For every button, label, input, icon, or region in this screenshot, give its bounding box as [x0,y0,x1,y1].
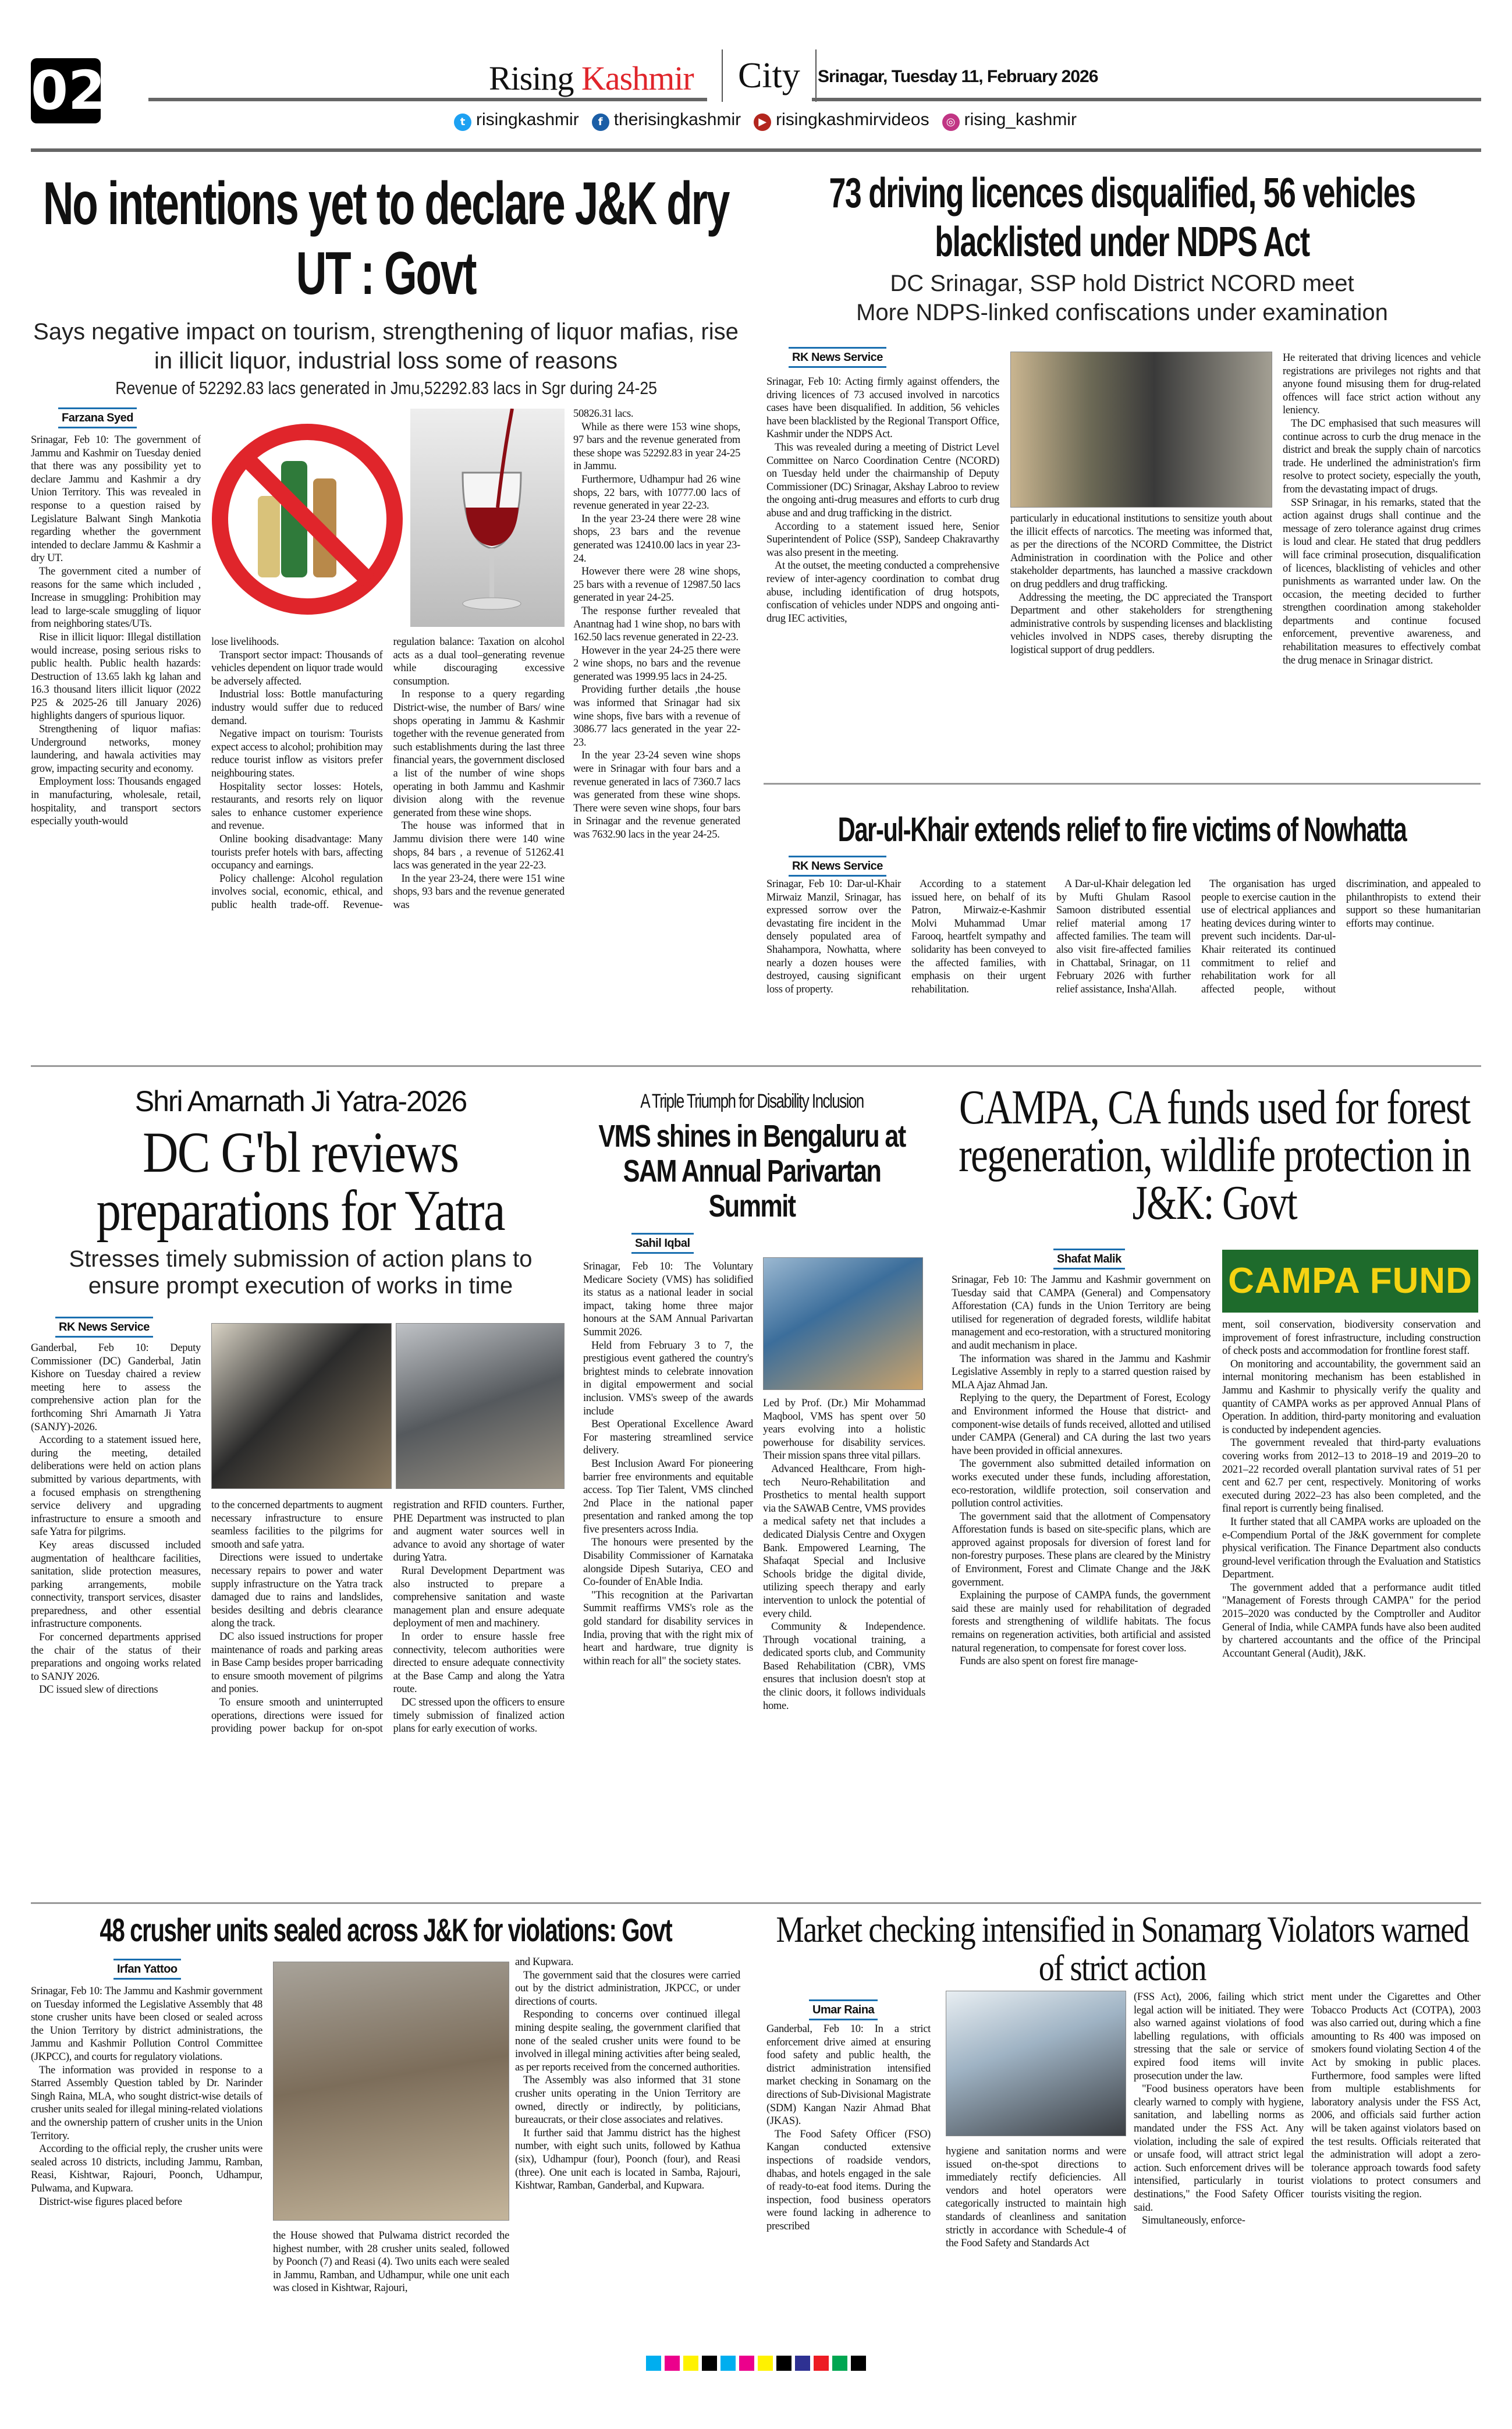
social-youtube[interactable] [754,108,929,132]
twitter-icon: t [454,114,471,131]
byline: RK News Service [789,856,886,877]
paragraph: The government said that the allotment of Compensatory Afforestation funds is based on site-specific plans, which are approved against proposals for diversion of forest land for non-forestry purposes. These plans are cleared by the Ministry of Environment, Forest and Climate Change and the J&K government. [952,1510,1211,1588]
paragraph: However there were 28 wine shops, 25 bars with a revenue of 12987.50 lacs generated in year 24-25. [573,566,740,604]
paragraph: Strengthening of liquor mafias: Underground networks, money laundering, and hawala activities may grow, impacting security and economy. [31,724,201,775]
social-handle: rising_kashmir [964,110,1077,129]
paragraph: Srinagar, Feb 10: Acting firmly against offenders, the driving licences of 73 accused involved in narcotics cases have been disqualified. In addition, 56 vehicles have been blacklisted by the Regional Transport Office, Kashmir under the NDPS Act. [766,376,999,441]
paragraph: This was revealed during a meeting of District Level Committee on Narco Coordination Centre (NCORD) on Tuesday held under the chairmanship of Deputy Commissioner (DC) Srinagar, Akshay Labroo to review the ongoing anti-drug measures and efforts to curb drug abuse and and drug trafficking in the district. [766,441,999,519]
youtube-icon: ▶ [754,114,771,131]
paragraph: Srinagar, Feb 10: The government of Jammu and Kashmir on Tuesday denied that there was any possibility yet to declare Jammu and Kashmir a dry Union Territory. This was revealed in response to a question raised by Legislature Balwant Singh Mankotia regarding whether the government intended to declare Jammu & Kashmir a dry UT. [31,434,201,565]
headline-campa [949,1080,1481,1230]
paragraph: A Dar-ul-Khair delegation led by Mufti Ghulam Rasool Samoon distributed essential relief material among 17 affected families. The team will also visit fire-affected families in Chattabal, Srinagar, on 11 February 2026 with further relief assistance, Insha'Allah. [1056,878,1191,995]
paragraph: According to the official reply, the crusher units were sealed across 10 districts, including Jammu, Ramban, Reasi, Kishtwar, Rajouri, Poonch, Udhampur, Pulwama, and Kupwara. [31,2143,262,2194]
print-color-bar [0,2354,1512,2372]
paragraph: The government cited a number of reasons for the same which included , Increase in smuggling: Prohibition may lead to large-scale smuggling of liquor from neighboring states/UTs. [31,565,201,630]
section-name: City [722,49,817,102]
paragraph: The Assembly was also informed that 31 stone crusher units operating in the Union Territory are owned, directly or indirectly, by politicians, bureaucrats, or their close associates and relatives. [515,2075,740,2126]
paragraph: The Food Safety Officer (FSO) Kangan conducted extensive inspections of roadside vendors, dhabas, and hotels engaged in the sale of ready-to-eat food items. During the inspection, food business operators were found lacking in adherence to prescribed [766,2128,931,2232]
article-body [946,2145,1126,2337]
byline: Umar Raina [809,1999,878,2020]
paragraph: Ganderbal, Feb 10: In a strict enforcement drive aimed at ensuring food safety and public health, the district administration intensified market checking in Sonamarg on the directions of Sub-Divisional Magistrate (SDM) Kangan Nazir Ahmad Bhat (JKAS). [766,2023,931,2127]
paragraph: to the concerned departments to augment necessary infrastructure to ensure seamless facilities to the pilgrims for smooth and safe yatra. [211,1499,383,1551]
paragraph: Employment loss: Thousands engaged in manufacturing, wholesale, retail, hospitality, and transport sectors especially youth-would [31,776,201,828]
headline-text: Dar-ul-Khair extends relief to fire victims of Nowhatta [837,811,1407,849]
byline: Farzana Syed [58,407,137,428]
paragraph: While as there were 153 wine shops, 97 bars and the revenue generated from these shope was 52292.83 in year 24-25 in Jammu. [573,421,740,473]
byline: RK News Service [55,1317,153,1338]
facebook-icon: f [592,114,609,131]
paragraph: In order to ensure hassle free connectivity, telecom authorities were directed to ensure adequate connectivity at the Base Camp and along the Yatra route. [393,1630,565,1696]
paragraph: Industrial loss: Bottle manufacturing industry would suffer due to reduced demand. [211,689,383,727]
subline-text: Revenue of 52292.83 lacs generated in Jmu,52292.83 lacs in Sgr during 24-25 [115,378,657,398]
article-body [31,1342,201,1898]
award-ceremony-photo [763,1257,923,1390]
paragraph: The information was shared in the Jammu and Kashmir Legislative Assembly in reply to a starred question raised by MLA Ajaz Ahmad Jan. [952,1353,1211,1391]
social-handle: risingkashmirvideos [776,110,929,129]
paragraph: It further stated that all CAMPA works are uploaded on the e-Compendium Portal of the J&K government for complete physical verification. The Finance Department also conducts ground-level verification through the Evaluation and Statistics Department. [1222,1516,1481,1581]
paragraph: The government added that a performance audit titled "Management of Forests through CAMPA" for the period 2015–2020 was conducted by the Comptroller and Auditor General of India, while CAMPA funds have also been audited by chartered accountants and the office of the Principal Accountant General (Audit), J&K. [1222,1581,1481,1659]
paragraph: the House showed that Pulwama district recorded the highest number, with 28 crusher units sealed, followed by Poonch (7) and Reasi (4). Two units each were sealed in Jammu, Ramban, and Udhampur, while one unit each was closed in Kishtwar, Rajouri, [273,2230,509,2295]
paragraph: Online booking disadvantage: Many tourists prefer hotels with bars, affecting occupancy and earnings. [211,833,383,872]
divider [764,783,1481,785]
paragraph: Providing further details ,the house was informed that Srinagar had six wine shops, five bars with a revenue of 3086.77 lacs generated in the year 22-23. [573,684,740,749]
byline: Sahil Iqbal [631,1233,694,1254]
paragraph: DC issued slew of directions [39,1684,158,1696]
paragraph: The government also submitted detailed information on works executed under these funds, including afforestation, eco-restoration, wildlife protection, soil conservation and pollution control activities. [952,1458,1211,1510]
paragraph: Transport sector impact: Thousands of vehicles dependent on liquor trade would be adversely affected. [211,649,383,687]
paragraph: ment, soil conservation, biodiversity conservation and improvement of forest infrastructure, including construction of check posts and accommodation for frontline forest staff. [1222,1319,1481,1357]
article-body [583,1260,753,1898]
headline-text: 48 crusher units sealed across J&K for violations: Govt [100,1912,672,1948]
kicker-vms [578,1088,925,1114]
article-body [31,1985,262,2337]
paragraph: and Kupwara. [515,1956,574,1968]
article-body [1134,1991,1304,2337]
paragraph: It further said that Jammu district has the highest number, with eight such units, followed by Kathua (six), Udhampur (four), Poonch (four), and Reasi (three). One unit each is located in Samba, Rajouri, Kishtwar, Ramban, Ganderbal, and Kupwara. [515,2127,740,2192]
masthead-rising: Rising [489,59,574,97]
article-body [31,434,201,1033]
paragraph: (FSS Act), 2006, failing which strict legal action will be initiated. They were also warned against violations of food labelling regulations, with officials stressing that the sale or service of expired food items will invite prosecution under the law. [1134,1991,1304,2082]
headline-yatra [31,1120,570,1243]
paragraph: To ensure smooth and uninterrupted operations, directions were issued for providing power backup for on-spot registration and RFID counters. Further, PHE Department was instructed to plan and augment water sources well in advance to avoid any shortage of water during Yatra. [211,1499,565,1735]
paragraph: Responding to concerns over continued illegal mining despite sealing, the government clarified that none of the sealed crusher units were found to be involved in illegal mining activities after being sealed, as per reports received from the concerned authorities. [515,2009,740,2073]
paragraph: The honours were presented by the Disability Commissioner of Karnataka alongside Dipesh Sutariya, CEO and Co-founder of EnAble India. [583,1537,753,1588]
paragraph: Rural Development Department was also instructed to prepare a comprehensive sanitation and waste management plan and ensure adequate deployment of men and machinery. [393,1565,565,1630]
subhead-ndps-1: DC Srinagar, SSP hold District NCORD meet [890,271,1354,296]
paragraph: On monitoring and accountability, the government said an internal monitoring mechanism has been established in Jammu and Kashmir to physically verify the quality and quantity of CAMPA works as per approved Annual Plans of Operation. In addition, third-party monitoring and evaluation is conducted by independent agencies. [1222,1358,1481,1436]
paragraph: DC also issued instructions for proper maintenance of roads and parking areas in Base Camp besides proper barricading to ensure smooth movement of pilgrims and ponies. [211,1630,383,1696]
paragraph: According to a statement issued here, Senior Superintendent of Police (SSP), Sandeep Chakravarthy was also present in the meeting. [766,520,999,559]
paragraph: Srinagar, Feb 10: The Jammu and Kashmir government on Tuesday said that CAMPA (General) and Compensatory Afforestation (CA) funds in the Union Territory are being utilised for regeneration of degraded forests, wildlife habitat management and eco-restoration, with a structured monitoring and audit mechanism in place. [952,1274,1211,1352]
social-twitter[interactable] [454,108,579,132]
paragraph: DC stressed upon the officers to ensure timely submission of finalized action plans for early execution of works. [393,1696,565,1735]
paragraph: ment under the Cigarettes and Other Tobacco Products Act (COTPA), 2003 was also carried out, during which a fine amounting to Rs 400 was imposed on smokers found violating Section 4 of the Act by smoking in public places. Furthermore, food samples were lifted from multiple establishments for laboratory analysis under the FSS Act, 2006, and officials said further action will be taken against violators based on the test results. Officials reiterated that the administration will adopt a zero-tolerance approach towards food safety violations to protect consumers and tourists visiting the region. [1311,1991,1481,2200]
paragraph: The DC emphasised that such measures will continue across to curb the drug menace in the district and break the supply chain of narcotics trade. He underlined the administration's firm resolve to protect society, especially the youth, from the devastating impact of drugs. [1283,417,1481,495]
paragraph: Addressing the meeting, the DC appreciated the Transport Department and other stakeholders for strengthening administrative controls by suspending licenses and blacklisting vehicles involved in NDPS cases, thereby disrupting the logistical support of drug peddlers. [1010,591,1272,656]
page-number: 02 [31,58,101,123]
paragraph: According to a statement issued here, on behalf of its Patron, Mirwaiz-e-Kashmir Molvi Muhammad Umar Farooq, heartfelt sympathy and solidarity has been conveyed to the affected families, with emphasis on their urgent rehabilitation. [911,878,1046,995]
byline: RK News Service [789,347,886,368]
meeting-hall-photo [396,1323,565,1489]
paragraph: Best Operational Excellence Award For mastering streamlined service delivery. [583,1419,753,1457]
article-body [1311,1991,1481,2337]
wine-glass-image [410,409,565,627]
paragraph: The information was provided in response to a Starred Assembly Question tabled by Dr. Narinder Singh Raina, MLA, who sought district-wise details of crusher units sealed for illegal mining-related violations and the ownership pattern of crusher units in the Union Territory. [31,2064,262,2142]
divider [31,1065,1481,1067]
campa-fund-image: CAMPA FUND [1222,1250,1478,1313]
paragraph: Held from February 3 to 7, the prestigious event gathered the country's brightest minds to celebrate innovation in digital empowerment and social inclusion. VMS's sweep of the awards include [583,1339,753,1417]
paragraph: Advanced Healthcare, From high-tech Neuro-Rehabilitation and Prosthetics to mental health support via the SAWAB Centre, VMS provides a medical safety net that includes a dedicated Dialysis Centre and Oxygen Bank. Empowered Learning, The Shafaqat Special and Inclusive Schools bridge the digital divide, utilizing speech therapy and early intervention to unlock the potential of every child. [763,1463,925,1620]
paragraph: In the year 23-24 seven wine shops were in Srinagar with four bars and a revenue generated in lacs of 7360.7 lacs was generated from these wine shops. There were seven wine shops, four bars in Srinagar and the revenue generated was 7632.90 lacs in the year 24-25. [573,750,740,841]
paragraph: Srinagar, Feb 10: Dar-ul-Khair Mirwaiz Manzil, Srinagar, has expressed sorrow over the devastating fire incident in the densely populated area of Shahampora, Nowhatta, where nearly a dozen houses were destroyed, causing significant loss of property. [766,878,901,995]
paragraph: Hospitality sector losses: Hotels, restaurants, and resorts rely on liquor sales to enhance customer experience and revenue. [211,781,383,832]
social-handle: therisingkashmir [613,110,741,129]
headline-dry-ut [31,169,741,308]
paragraph: The house was informed that in Jammu division there were 140 wine shops, 84 bars , a revenue of 51262.41 lacs was generated in the year 22-23. [393,820,565,872]
masthead-kashmir: Kashmir [581,59,694,97]
masthead-logo [489,55,694,102]
paragraph: lose livelihoods. [211,636,279,648]
headline-darulkhair [764,810,1481,850]
article-body [1283,352,1481,757]
article-body [763,1397,925,1898]
market-checking-photo [946,1991,1126,2136]
subline-dry-ut [31,377,741,399]
paragraph: Explaining the purpose of CAMPA funds, the government said these are mainly used for rehabilitation of degraded forests and strengthening of wildlife habitats. The focus remains on regeneration activities, both artificial and assisted natural regeneration, to compensate for forest cover loss. [952,1590,1211,1654]
paragraph: However in the year 24-25 there were 2 wine shops, no bars and the revenue generated was 1999.95 lacs in 24-25. [573,644,740,683]
article-body [1222,1318,1481,1898]
paragraph: In response to a query regarding District-wise, the number of Bars/ wine shops operating in Jammu & Kashmir together with the revenue generated from such establishments during the last three financial years, the government disclosed a list of the number of wine shops operating in both Jammu and Kashmir division along with the revenue generated from these wine shops. [393,689,565,819]
article-body [1010,512,1272,757]
paragraph: Funds are also spent on forest fire manage- [960,1655,1138,1668]
crusher-unit-photo [273,1962,509,2221]
headline-text: DC G'bl reviews preparations for Yatra [96,1120,505,1243]
social-links [454,108,1077,132]
byline: Shafat Malik [1053,1249,1125,1270]
subhead-dry-ut: Says negative impact on tourism, strengthening of liquor mafias, rise in illicit liquor, industrial loss some of reasons [33,319,739,374]
paragraph: The response further revealed that Anantnag had 1 wine shop, no bars with 162.50 lacs revenue generated in 22-23. [573,605,740,644]
paragraph: He reiterated that driving licences and vehicle registrations are privileges not rights and that anyone found misusing them for drug-related offences will face strict action without any leniency. [1283,352,1481,417]
headline-text: No intentions yet to declare J&K dry UT : Govt [42,170,729,307]
article-body [273,2229,509,2337]
instagram-icon: ◎ [942,114,960,131]
review-meeting-photo [211,1323,392,1489]
paragraph: For concerned departments apprised the chair of the status of their preparations and ongoing works related to SANJY 2026. [31,1632,201,1683]
kicker-yatra: Shri Amarnath Ji Yatra-2026 [134,1085,467,1118]
article-body [766,2023,931,2337]
article-body [766,375,999,757]
paragraph: 50826.31 lacs. [573,408,634,420]
paragraph: particularly in educational institutions to sensitize youth about the illicit effects of narcotics. The meeting was informed that, as per the directions of the NCORD Committee, the District Administration in coordination with the Police and other stakeholder departments, has launched a massive crackdown on drug peddlers and drug trafficking. [1010,513,1272,590]
headline-vms [578,1119,925,1224]
paragraph: Community & Independence. Through vocational training, a dedicated sports club, and Community Based Rehabilitation (CBR), VMS ensures that inclusion doesn't stop at the clinic doors, it follows individuals home. [763,1621,925,1712]
divider [31,1902,1481,1904]
paragraph: Policy challenge: Alcohol regulation involves social, economic, ethical, and public health trade-off. Revenue-regulation balance: Taxation on alcohol acts as a dual tool–generating revenue while discouraging excessive consumption. [211,636,565,911]
social-instagram[interactable] [942,108,1077,132]
paragraph: Ganderbal, Feb 10: Deputy Commissioner (DC) Ganderbal, Jatin Kishore on Tuesday chaired a review meeting here to assess the comprehensive action plan for the forthcoming Shri Amarnath Ji Yatra (SANJY)-2026. [31,1342,201,1433]
article-body [515,1956,740,2337]
paragraph: The government revealed that third-party evaluations covering works from 2012–13 to 2018–19 and 2019–20 to 2021–22 recorded overall plantation survival rates of 51 per cent and 62.7 per cent, respectively. Monitoring of works executed during 2022–23 has also been completed, and the final report is currently being finalised. [1222,1437,1481,1515]
no-alcohol-image [211,409,403,627]
article-body [952,1274,1211,1898]
headline-text: 73 driving licences disqualified, 56 vehicles blacklisted under NDPS Act [829,170,1415,265]
article-body [766,878,1481,1033]
article-body [211,1499,565,1898]
byline: Irfan Yattoo [113,1959,181,1980]
paragraph: Srinagar, Feb 10: The Voluntary Medicare Society (VMS) has solidified its status as a national leader in social impact, taking home three major honours at the SAM Annual Parivartan Summit 2026. [583,1261,753,1338]
headline-text: Market checking intensified in Sonamarg Violators warned of strict action [776,1909,1469,1988]
paragraph: District-wise figures placed before [39,2196,182,2208]
paragraph: Rise in illicit liquor: Illegal distillation would increase, posing serious risks to public health. Public health hazards: Destruction of 13.65 lakh kg lahan and 16.3 thousand liters illicit liquor (2022 P25 & 2025-26 till January 2026) highlights dangers of spurious liquor. [31,631,201,722]
subhead-ndps-2: More NDPS-linked confiscations under examination [856,300,1388,325]
paragraph: In the year 23-24, there were 151 wine shops, 93 bars and the revenue generated was [393,873,565,911]
paragraph: In the year 23-24 there were 28 wine shops, 23 bars and the revenue generated was 12410.00 lacs in year 23- 24. [573,513,740,565]
article-body [573,407,740,1033]
paragraph: "This recognition at the Parivartan Summit reaffirms VMS's role as the gold standard for disability services in India, proving that with the right mix of heart and hardware, true dignity is within reach for all" the society states. [583,1589,753,1667]
paragraph: The government said that the closures were carried out by the district administration, JKPCC, or under directions of courts. [515,1969,740,2008]
paragraph: The organisation has urged people to exercise caution in the use of electrical appliances and heating devices during winter to prevent such incidents. Dar-ul-Khair reiterated its continued commitment to relief and rehabilitation work for all affected people, without discrimination, and appealed to philanthropists to extend their support so these humanitarian efforts may continue. [1201,878,1481,995]
header-bottom-rule [31,148,1481,152]
social-handle: risingkashmir [476,110,579,129]
paragraph: "Food business operators have been clearly warned to comply with hygiene, sanitation, and labelling norms as mandated under the FSS Act. Any violation, including the sale of expired or unsafe food, will attract strict legal action. Such enforcement drives will be intensified, particularly in tourist destinations," the Food Safety Officer said. [1134,2083,1304,2214]
paragraph: hygiene and sanitation norms and were issued on-the-spot directions to immediately rectify deficiencies. All vendors and hotel operators were categorically instructed to maintain high standards of cleanliness and sanitation strictly in accordance with Schedule-4 of the Food Safety and Standards Act [946,2146,1126,2250]
kicker-text: A Triple Triumph for Disability Inclusion [640,1090,864,1112]
paragraph: Furthermore, Udhampur had 26 wine shops, 22 bars, with 10777.00 lacs of revenue generated in year 22-23. [573,473,740,512]
paragraph: Srinagar, Feb 10: The Jammu and Kashmir government on Tuesday informed the Legislative Assembly that 48 stone crusher units have been closed or sealed across the Union Territory by district administrations, the Jammu and Kashmir Pollution Control Committee (JKPCC), and courts for regulatory violations. [31,1985,262,2063]
paragraph: At the outset, the meeting conducted a comprehensive review of inter-agency coordination to combat drug abuse, including identification of drug hotspots, confiscation of vehicles under NDPS and ongoing anti-drug IEC activities, [766,560,999,625]
header-rule-right [812,98,1481,101]
headline-text: CAMPA, CA funds used for forest regeneration, wildlife protection in J&K: Govt [959,1080,1471,1230]
paragraph: Key areas discussed included augmentation of healthcare facilities, sanitation, slide protection measures, parking arrangements, mobile connectivity, transport services, disaster preparedness, and other essential infrastructure components. [31,1539,201,1630]
social-facebook[interactable] [592,108,741,132]
paragraph: Simultaneously, enforce- [1142,2215,1245,2227]
article-body [211,636,565,1033]
paragraph: Best Inclusion Award For pioneering barrier free environments and equitable access. Top Tier Talent, VMS clinched 2nd Place in the national paper presentation and ranked among the top five presenters across India. [583,1458,753,1536]
headline-ndps [764,169,1481,267]
headline-text: VMS shines in Bengaluru at SAM Annual Parivartan Summit [598,1119,906,1224]
headline-sonamarg [764,1910,1481,1987]
paragraph: Led by Prof. (Dr.) Mir Mohammad Maqbool, VMS has spent over 50 years evolving into a holistic powerhouse for disability services. Their mission spans three vital pillars. [763,1398,925,1462]
headline-crusher [31,1911,741,1949]
paragraph: Directions were issued to undertake necessary repairs to power and water supply infrastructure on the Yatra track damaged due to rains and landslides, besides desilting and debris clearance along the track. [211,1552,383,1630]
edition-date: Srinagar, Tuesday 11, February 2026 [818,67,1098,86]
ncord-meeting-photo [1010,352,1272,508]
paragraph: Negative impact on tourism: Tourists expect access to alcohol; prohibition may reduce tourist inflow as visitors prefer neighbouring states. [211,728,383,779]
header-rule-left [148,98,707,101]
paragraph: Replying to the query, the Department of Forest, Ecology and Environment informed the House that district- and component-wise details of funds received, allotted and utilised under CAMPA (General) and CA during the last two years have been provided in official annexures. [952,1392,1211,1457]
subhead-yatra: Stresses timely submission of action plans to ensure prompt execution of works in time [69,1246,533,1299]
paragraph: According to a statement issued here, during the meeting, detailed deliberations were held on action plans submitted by various departments, with a focused emphasis on strengthening service delivery and upgrading infrastructure to ensure a smooth and safe Yatra for pilgrims. [31,1434,201,1538]
paragraph: SSP Srinagar, in his remarks, stated that the action against drugs shall continue and the message of zero tolerance against drug crimes is loud and clear. He stated that drug peddlers will face criminal prosecution, disqualification of licences, blacklisting of vehicles and other punishments as warranted under law. On the occasion, the meeting decided to further strengthen coordination among stakeholder departments and continue focused enforcement, preventive awareness, and rehabilitation measures to effectively combat the drug menace in Srinagar district. [1283,497,1481,666]
